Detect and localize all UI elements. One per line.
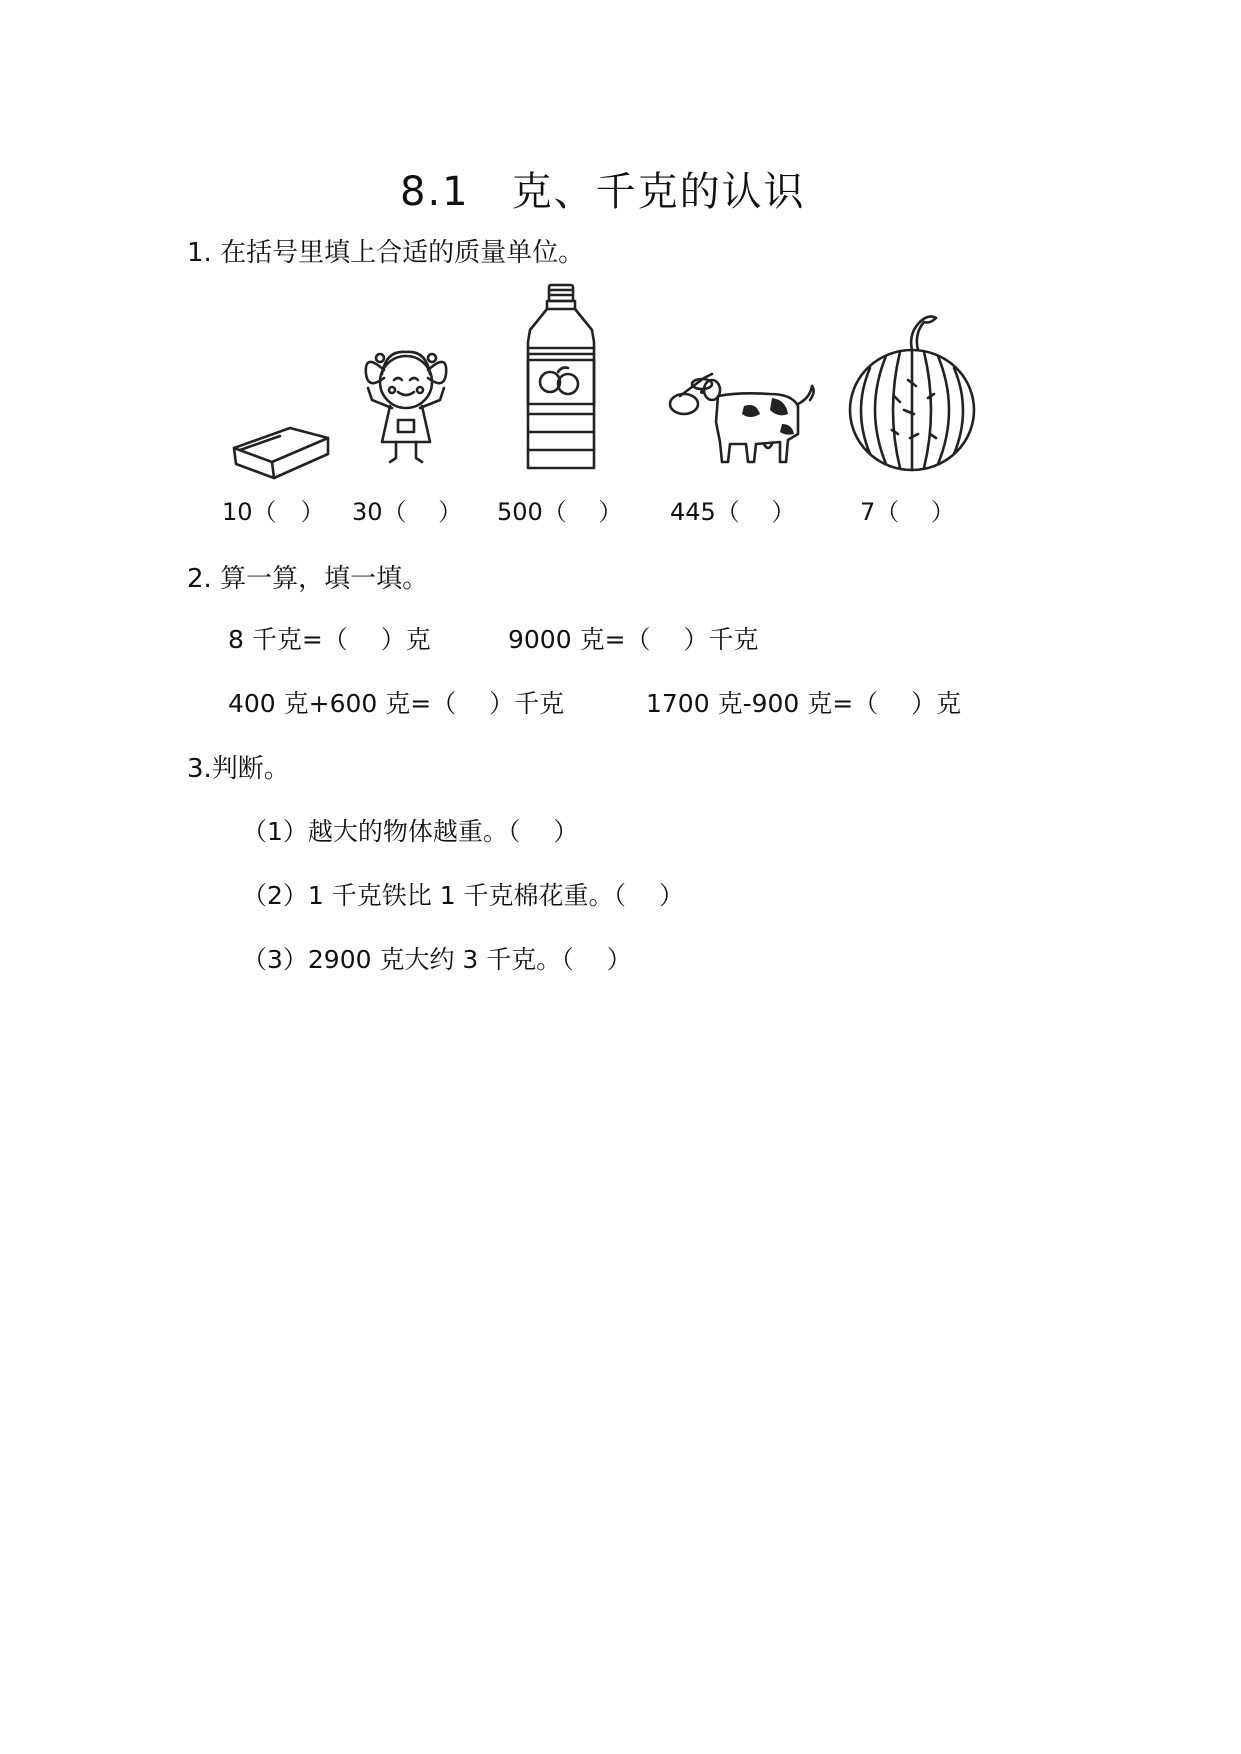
eraser-picture [232,420,332,480]
question-1-prompt: 1. 在括号里填上合适的质量单位。 [187,238,585,268]
question-3-prompt: 3.判断。 [187,754,290,784]
cow-picture [660,370,820,470]
calc-item-3[interactable]: 400 克+600 克=（ ）千克 [228,689,565,718]
judge-item-3[interactable]: （3）2900 克大约 3 千克。（ ） [242,945,632,974]
bottle-picture [520,282,602,474]
judge-item-1[interactable]: （1）越大的物体越重。（ ） [242,817,579,846]
calc-item-4[interactable]: 1700 克-900 克=（ ）克 [646,689,962,718]
calc-item-1[interactable]: 8 千克=（ ）克 [228,625,431,654]
page-title: 8.1 克、千克的认识 [400,169,806,215]
answer-blank-cow[interactable]: 445（ ） [670,498,796,526]
answer-blank-watermelon[interactable]: 7（ ） [860,498,955,526]
calc-item-2[interactable]: 9000 克=（ ）千克 [508,625,759,654]
question-2-prompt: 2. 算一算，填一填。 [187,564,429,594]
judge-item-2[interactable]: （2）1 千克铁比 1 千克棉花重。（ ） [242,881,685,910]
answer-blank-bottle[interactable]: 500（ ） [497,498,623,526]
answer-blank-girl[interactable]: 30（ ） [352,498,463,526]
girl-picture [356,334,456,469]
answer-blank-eraser[interactable]: 10（ ） [222,498,325,526]
watermelon-picture [846,310,978,472]
